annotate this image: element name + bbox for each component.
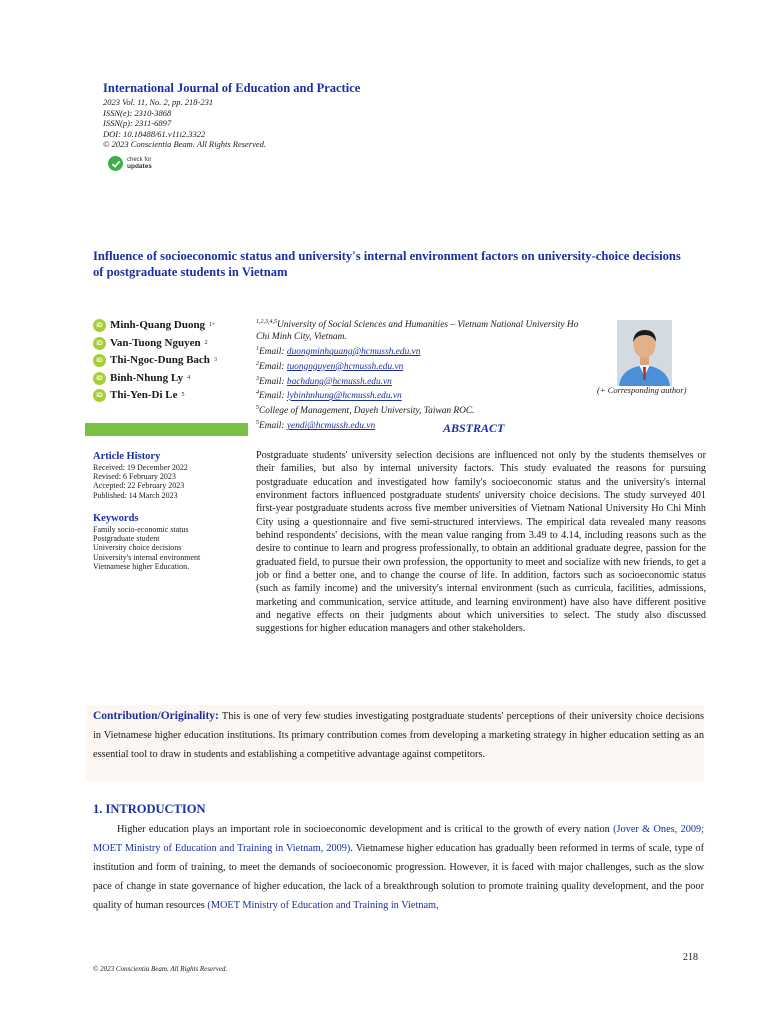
author-item[interactable] <box>93 352 217 370</box>
author-item[interactable] <box>93 317 217 335</box>
sidebar-accent-bar <box>85 423 248 436</box>
introduction-body: Higher education plays an important role in socioeconomic development and is critical to the growth of every nation (Jover & Ones, 2009; MOET Ministry of Education and Training in Vietnam, 2009). Vietnamese higher education has gradually been reformed in terms of scale, type of institution and form of training, to meet the demands of socioeconomic progression. However, it is faced with major challenges, such as the slow pace of change in state governance of higher education, the lack of a breakthrough solution to promote training quality development, and the poor quality of human resources (MOET Ministry of Education and Training in Vietnam, <box>93 824 705 911</box>
journal-meta <box>103 97 266 150</box>
keyword-item: Vietnamese higher Education. <box>93 561 190 571</box>
footer-copyright: © 2023 Conscientia Beam. All Rights Reserved. <box>93 965 228 973</box>
orcid-icon[interactable]: iD <box>93 389 106 402</box>
author-email: $^4$Email: lybinhnhung@hcmussh.edu.vn <box>256 390 402 402</box>
check-for-updates-badge[interactable] <box>108 156 152 171</box>
author-sup: 4 <box>187 374 191 381</box>
citation-link[interactable]: (MOET Ministry of Education and Training in Vietnam, <box>207 900 439 911</box>
author-name: Binh-Nhung Ly <box>110 371 184 384</box>
introduction-heading: 1. INTRODUCTION <box>93 802 206 816</box>
issn-e: ISSN(e): 2310-3868 <box>103 107 172 118</box>
author-email: $^5$Email: yendi@hcmussh.edu.vn <box>256 420 376 432</box>
author-sup: 5 <box>181 392 185 398</box>
keywords <box>93 513 200 571</box>
author-email: $^2$Email: tuongnguyen@hcmussh.edu.vn <box>256 360 404 372</box>
author-sup: 2 <box>204 339 208 346</box>
contribution-body: This is one of very few studies investigating postgraduate students' perceptions of their university choice decisions in Vietnamese higher education institutions. Its primary contribution comes from developing a marketing strategy in higher education setting as an essential tool to draw in students and establishing a competitive advantage against competitors. <box>93 711 704 760</box>
abstract-heading: ABSTRACT <box>443 421 505 435</box>
corresponding-author-note: (+ Corresponding author) <box>597 385 687 395</box>
volume-info: 2023 Vol. 11, No. 2, pp. 218-231 <box>103 97 214 107</box>
affiliation-university: $^{1,2,3,4,5}$University of Social Sciences and Humanities – Vietnam National University Ho Chi Minh City, Vietnam. <box>256 319 579 342</box>
affiliations <box>256 317 586 433</box>
page-number: 218 <box>683 952 698 963</box>
author-name: Van-Tuong Nguyen <box>110 336 201 349</box>
orcid-icon[interactable]: iD <box>93 372 106 385</box>
keywords-heading: Keywords <box>93 513 139 524</box>
history-item: Received: 19 December 2022 <box>93 463 188 472</box>
email-link[interactable]: yendi@hcmussh.edu.vn <box>286 421 376 432</box>
history-item: Published: 14 March 2023 <box>93 490 178 500</box>
email-link[interactable]: bachdung@hcmussh.edu.vn <box>286 376 392 387</box>
author-email: $^3$Email: bachdung@hcmussh.edu.vn <box>256 375 392 387</box>
keyword-item: University's internal environment <box>93 552 201 562</box>
history-item: Revised: 6 February 2023 <box>93 472 176 482</box>
author-photo <box>617 320 672 386</box>
author-list <box>93 317 217 405</box>
paper-title: Influence of socioeconomic status and university's internal environment factors on university-choice decisions of postgraduate students in Vietnam <box>93 249 681 279</box>
email-link[interactable]: duongminhquang@hcmussh.edu.vn <box>286 346 421 357</box>
email-link[interactable]: tuongnguyen@hcmussh.edu.vn <box>286 361 404 372</box>
orcid-icon[interactable]: iD <box>93 319 106 332</box>
author-item[interactable] <box>93 370 217 388</box>
contribution-text <box>93 707 704 765</box>
orcid-icon[interactable]: iD <box>93 354 106 367</box>
article-history <box>93 451 188 500</box>
abstract-text: Postgraduate students' university selection decisions are influenced not only by the students themselves or their families, but also by internal university factors. This study evaluated the reasons for pursuing postgraduate education and investigated how family's socioeconomic status and the university's internal environment factors influenced postgraduate students' university choice decisions. The study surveyed 401 first-year postgraduate students across five member universities of Vietnam National University Ho Chi Minh City using a questionnaire and five semi-structured interviews. The empirical data revealed many reasons behind respondents' decisions, with the mean value ranging from 3.49 to 4.14, including reasons such as the desire to continue to learn and progress professionally, to obtain an additional graduate degree, passion for the graduated field, to pursue their own profession, the opportunity to meet and socialize with new friends, to get a job or find a better one, and to change the course of life. In addition, factors such as socioeconomic status (such as family income) and the university's internal environment (such as curricula, facilities, admissions, marketing and communication, service attitude, and learning environment) have also have different positive and negative effects on their judgments about which universities to select. The study also discussed suggestions for higher education managers and other stakeholders. <box>256 450 706 635</box>
author-name: Minh-Quang Duong <box>110 319 206 331</box>
citation-link[interactable]: (Jover & Ones, 2009; MOET Ministry of Education and Training in Vietnam, 2009) <box>93 824 705 854</box>
history-item: Accepted: 22 February 2023 <box>93 481 185 491</box>
article-history-heading: Article History <box>93 451 161 462</box>
copyright-notice: © 2023 Conscientia Beam. All Rights Reserved. <box>103 139 267 150</box>
author-sup: 3 <box>213 357 217 363</box>
keyword-item: Family socio-economic status <box>93 525 189 534</box>
crossmark-line1: check for <box>127 157 152 163</box>
author-email: $^1$Email: duongminhquang@hcmussh.edu.vn <box>256 345 421 357</box>
author-item[interactable] <box>93 335 217 353</box>
journal-title[interactable]: International Journal of Education and Practice <box>103 81 361 95</box>
contribution-label: Contribution/Originality: <box>93 710 219 722</box>
keyword-item: Postgraduate student <box>93 534 160 544</box>
crossmark-line2: updates <box>127 162 152 170</box>
author-name: Thi-Yen-Di Le <box>110 389 178 401</box>
author-sup: 1+ <box>209 322 216 328</box>
author-name: Thi-Ngoc-Dung Bach <box>110 354 210 366</box>
email-link[interactable]: lybinhnhung@hcmussh.edu.vn <box>286 391 402 402</box>
author-item[interactable] <box>93 387 217 405</box>
affiliation-college: $^5$College of Management, Dayeh University, Taiwan ROC. <box>256 405 475 417</box>
checkmark-icon <box>108 156 123 171</box>
issn-p: ISSN(p): 2311-6897 <box>103 118 172 129</box>
keyword-item: University choice decisions <box>93 543 182 553</box>
doi[interactable]: DOI: 10.18488/61.v11i2.3322 <box>103 128 206 139</box>
orcid-icon[interactable]: iD <box>93 337 106 350</box>
